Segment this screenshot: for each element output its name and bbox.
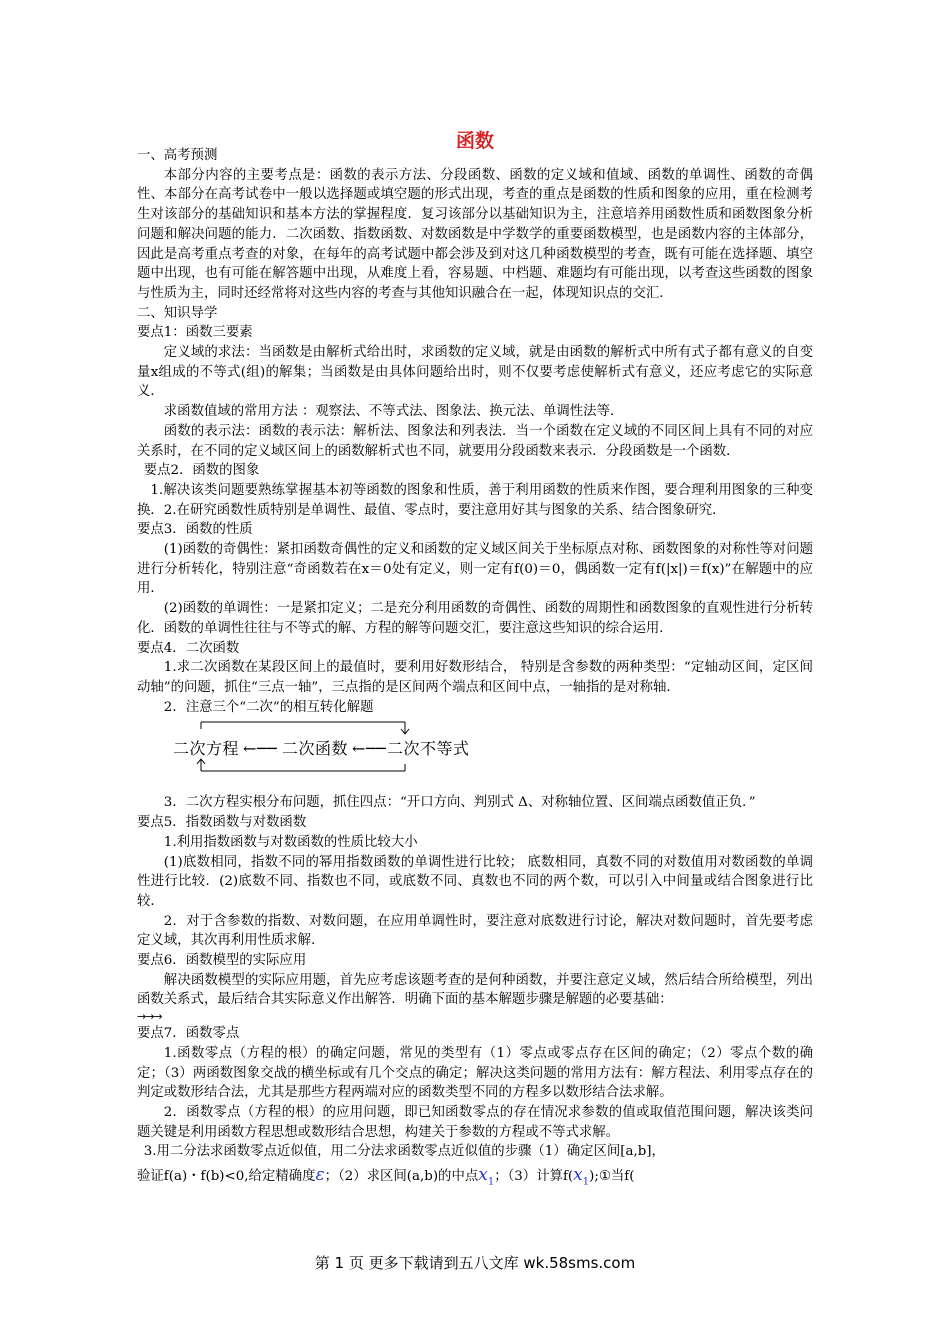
text-fragment: 验证f(a)・f(b)<0,给定精确度 [137, 1169, 316, 1185]
paragraph: (1)底数相同，指数不同的幂用指数函数的单调性进行比较； 底数相同，真数不同的对数值用对数函数的单调性进行比较．(2)底数不同、指数也不同，或底数不同、真数也不同的两个数，可以引入中间量或结合图象进行比较． [137, 854, 813, 909]
paragraph: 1.函数零点（方程的根）的确定问题，常见的类型有（1）零点或零点存在区间的确定；（2）零点个数的确定；（3）两函数图象交战的横坐标或有几个交点的确定；解决这类问题的常用方法有：解方程法、利用零点存在的判定或数形结合法，尤其是那些方程两端对应的函数类型不同的方程多以数形结合法求解。 [137, 1045, 813, 1101]
paragraph: 1.求二次函数在某段区间上的最值时，要利用好数形结合， 特别是含参数的两种类型：“定轴动区间，定区间动轴”的问题，抓住“三点一轴”，三点指的是区间两个端点和区间中点，一轴指的是对称轴． [137, 660, 813, 695]
step-arrows: →→→ [137, 1010, 162, 1024]
point-heading-3: 要点3．函数的性质 [137, 522, 253, 538]
paragraph: 2．对于含参数的指数、对数问题，在应用单调性时，要注意对底数进行讨论，解决对数问题时，首先要考虑定义域，其次再利用性质求解． [137, 913, 813, 949]
x1-base: x [573, 1165, 583, 1186]
x1-subscript: 1 [487, 1176, 495, 1188]
section-heading-forecast: 一、高考预测 [137, 148, 218, 163]
paragraph: (2)函数的单调性：一是紧扣定义；二是充分利用函数的奇偶性、函数的周期性和函数图象的直观性进行分析转化．函数的单调性往往与不等式的解、方程的解等问题交汇，要注意这些知识的综合运用． [137, 601, 813, 636]
diagram-arrow-left: ←── [243, 739, 278, 759]
point-heading-2: 要点2．函数的图象 [143, 463, 260, 479]
paragraph: 1.利用指数函数与对数函数的性质比较大小 [163, 834, 418, 850]
paragraph-bisection-steps [137, 1166, 813, 1192]
paragraph: 2．函数零点（方程的根）的应用问题，即已知函数零点的存在情况求参数的值或取值范围问题，解决该类问题关键是利用函数方程思想或数形结合思想，构建关于参数的方程或不等式求解。 [137, 1104, 813, 1140]
quadratic-relation-diagram [137, 719, 813, 793]
paragraph: 2．注意三个“二次”的相互转化解题 [163, 699, 374, 715]
page-footer: 第 1 页 更多下载请到五八文库 wk.58sms.com [314, 1254, 636, 1272]
diagram-node-inequality: 二次不等式 [387, 739, 470, 759]
x1-symbol [478, 1165, 495, 1188]
paragraph: 函数的表示法：函数的表示法：解析法、图象法和列表法．当一个函数在定义域的不同区间上具有不同的对应关系时，在不同的定义域区间上的函数解析式也不同，就要用分段函数来表示．分段函数是一个函数． [137, 423, 813, 459]
epsilon-symbol: ε [315, 1165, 325, 1186]
diagram-arrow-left: ←── [352, 739, 387, 759]
paragraph: 3．二次方程实根分布问题，抓住四点：“开口方向、判别式 Δ、对称轴位置、区间端点函数值正负．” [163, 795, 756, 811]
page-title: 函数 [455, 130, 494, 152]
paragraph: 解决函数模型的实际应用题，首先应考虑该题考查的是何种函数，并要注意定义域，然后结合所给模型，列出函数关系式，最后结合其实际意义作出解答．明确下面的基本解题步骤是解题的必要基础： [137, 972, 813, 1008]
document-body [137, 146, 813, 1192]
text-fragment: );①当f( [589, 1169, 635, 1185]
point-heading-6: 要点6．函数模型的实际应用 [137, 953, 307, 969]
diagram-node-function: 二次函数 [282, 739, 349, 759]
diagram-node-equation: 二次方程 [173, 739, 240, 759]
paragraph: 定义域的求法：当函数是由解析式给出时，求函数的定义域，就是由函数的解析式中所有式子都有意义的自变量x组成的不等式(组)的解集；当函数是由具体问题给出时，则不仅要考虑使解析式有意义，还应考虑它的实际意义． [137, 345, 813, 400]
paragraph: 1.解决该类问题要熟练掌握基本初等函数的图象和性质，善于利用函数的性质来作图，要合理利用图象的三种变换．2.在研究函数性质特别是单调性、最值、零点时，要注意用好其与图象的关系、结合图象研究． [137, 482, 813, 518]
point-heading-1: 要点1：函数三要素 [137, 325, 253, 341]
paragraph: (1)函数的奇偶性：紧扣函数奇偶性的定义和函数的定义域区间关于坐标原点对称、函数图象的对称性等对问题进行分析转化，特别注意“奇函数若在x＝0处有定义，则一定有f(0)＝0，偶函数一定有f(|x|)＝f(x)”在解题中的应用． [137, 542, 813, 597]
text-fragment: ；（2）求区间(a,b)的中点 [324, 1169, 479, 1185]
x1-symbol [573, 1165, 590, 1188]
paragraph: 3.用二分法求函数零点近似值，用二分法求函数零点近似值的步骤（1）确定区间[a,b]， [143, 1144, 665, 1160]
point-heading-7: 要点7．函数零点 [137, 1026, 240, 1042]
point-heading-4: 要点4．二次函数 [137, 640, 240, 656]
text-fragment: ；（3）计算f( [494, 1169, 574, 1185]
x1-base: x [478, 1165, 488, 1186]
paragraph: 本部分内容的主要考点是：函数的表示方法、分段函数、函数的定义域和值域、函数的单调性、函数的奇偶性、本部分在高考试卷中一般以选择题或填空题的形式出现，考查的重点是函数的性质和图象的应用，重在检测考生对该部分的基础知识和基本方法的掌握程度．复习该部分以基础知识为主，注意培养用函数性质和函数图象分析问题和解决问题的能力．二次函数、指数函数、对数函数是中学数学的重要函数模型，也是函数内容的主体部分，因此是高考重点考查的对象，在每年的高考试题中都会涉及到对这几种函数模型的考查，既有可能在选择题、填空题中出现，也有可能在解答题中出现，从难度上看，容易题、中档题、难题均有可能出现，以考查这些函数的图象与性质为主，同时还经常将对这些内容的考查与其他知识融合在一起，体现知识点的交汇． [137, 167, 813, 301]
point-heading-5: 要点5．指数函数与对数函数 [137, 815, 307, 831]
x1-subscript: 1 [582, 1176, 590, 1188]
paragraph: 求函数值域的常用方法 ：观察法、不等式法、图象法、换元法、单调性法等． [163, 404, 624, 420]
section-heading-knowledge: 二、知识导学 [137, 305, 218, 321]
